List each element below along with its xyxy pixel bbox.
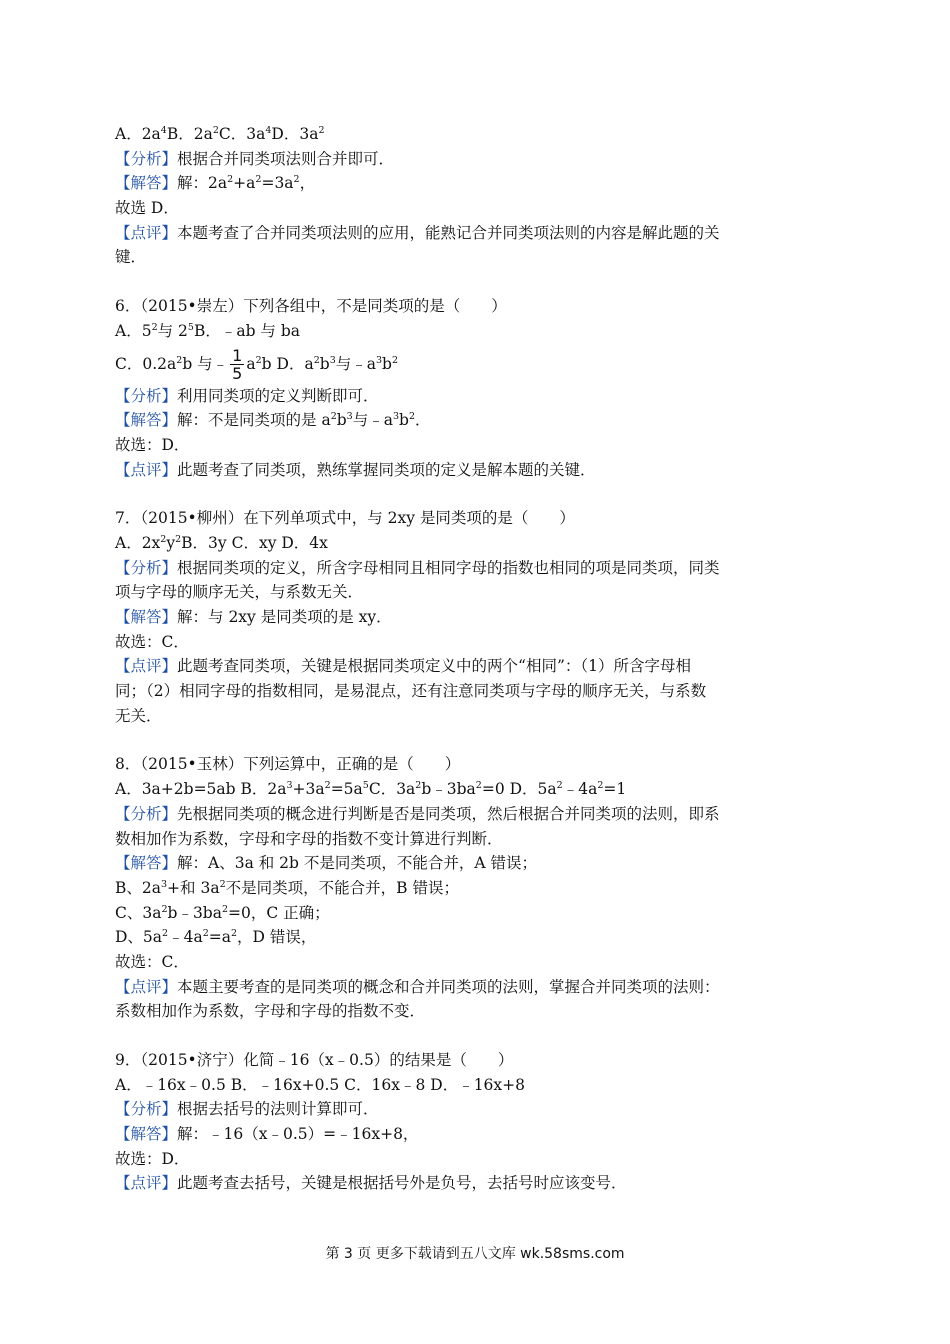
q9-options: A．﹣16x﹣0.5 B．﹣16x+0.5 C．16x﹣8 D．﹣16x+8 xyxy=(115,1075,526,1094)
answer-tag: 【解答】 xyxy=(115,411,178,430)
answer-tag: 【解答】 xyxy=(115,1125,178,1144)
page-footer: 第 3 页 更多下载请到五八文库 wk.58sms.com xyxy=(325,1246,625,1262)
q9-choice: 故选：D． xyxy=(115,1149,190,1168)
q8-comment-cont: 系数相加作为系数，字母和字母的指数不变． xyxy=(115,1002,426,1021)
q8-stem: 8．（2015•玉林）下列运算中，正确的是（ ） xyxy=(115,755,461,774)
comment-tag: 【点评】 xyxy=(115,460,178,479)
answer-tag: 【解答】 xyxy=(115,174,178,193)
comment-tag: 【点评】 xyxy=(115,1174,178,1193)
comment-tag: 【点评】 xyxy=(115,223,178,242)
q5-choice: 故选 D． xyxy=(115,199,179,218)
q6-options-cd: C．$0.2a^2b$ 与﹣ $\frac{1}{5}$ $a^2b$ D．$a^2b^3$与$﹣a^3b^2$ xyxy=(115,346,399,383)
q6-choice: 故选：D． xyxy=(115,435,190,454)
q5-options: A．$2a^4B$．$2a^2C$．$3a^4D$．$3a^2$ xyxy=(115,125,325,143)
q7-analysis-cont: 项与字母的顺序无关，与系数无关． xyxy=(115,583,364,602)
q8-comment: 【点评】本题主要考查的是同类项的概念和合并同类项的法则，掌握合并同类项的法则： xyxy=(115,977,720,996)
comment-tag: 【点评】 xyxy=(115,977,178,996)
q8-analysis-cont: 数相加作为系数，字母和字母的指数不变计算进行判断． xyxy=(115,829,503,848)
q9-comment: 【点评】此题考查去括号，关键是根据括号外是负号，去括号时应该变号． xyxy=(115,1174,627,1193)
analysis-tag: 【分析】 xyxy=(115,149,178,168)
q9-answer: 【解答】解：﹣16（x﹣0.5）=﹣16x+8， xyxy=(115,1125,419,1144)
q7-options: A．$2x^2y^2B$．3y C．xy D．4x xyxy=(115,533,328,552)
answer-tag: 【解答】 xyxy=(115,854,178,873)
q6-stem: 6．（2015•崇左）下列各组中，不是同类项的是（ ） xyxy=(115,297,507,316)
q9-stem: 9．（2015•济宁）化简﹣16（x﹣0.5）的结果是（ ） xyxy=(115,1051,514,1069)
q7-answer: 【解答】解：与 2xy 是同类项的是 xy． xyxy=(115,608,392,626)
q5-answer: 【解答】解：$2a^2+a^2=3a^2$， xyxy=(115,174,316,193)
answer-tag: 【解答】 xyxy=(115,608,178,626)
page-content xyxy=(115,122,835,1196)
q7-comment: 【点评】此题考查同类项，关键是根据同类项定义中的两个“相同”：（1）所含字母相 xyxy=(115,657,691,676)
q8-answer-b: B、$2a^3+$和 $3a^2$不是同类项，不能合并，B 错误； xyxy=(115,878,459,897)
q6-comment: 【点评】此题考查了同类项，熟练掌握同类项的定义是解本题的关键． xyxy=(115,460,596,479)
q8-answer: 【解答】解：A、3a 和 2b 不是同类项，不能合并，A 错误； xyxy=(115,854,537,873)
q8-answer-d: D、$5a^2﹣4a^2=a^2$，D 错误， xyxy=(115,928,317,947)
analysis-tag: 【分析】 xyxy=(115,804,178,823)
q7-comment-cont-1: 同；（2）相同字母的指数相同，是易混点，还有注意同类项与字母的顺序无关，与系数 xyxy=(115,682,707,701)
comment-tag: 【点评】 xyxy=(115,657,178,676)
q9-analysis: 【分析】根据去括号的法则计算即可． xyxy=(115,1100,379,1119)
q5-comment-cont: 键． xyxy=(115,248,147,267)
q7-comment-cont-2: 无关． xyxy=(115,706,162,725)
q6-options-ab: A．$5^2$与 $2^5B$．﹣ab 与 ba xyxy=(115,321,301,340)
q6-analysis: 【分析】利用同类项的定义判断即可． xyxy=(115,386,379,405)
q8-answer-c: C、$3a^2b﹣3ba^2=0$，C 正确； xyxy=(115,903,330,922)
analysis-tag: 【分析】 xyxy=(115,558,178,577)
q8-choice: 故选：C． xyxy=(115,952,189,971)
q7-choice: 故选：C． xyxy=(115,632,189,651)
q7-stem: 7．（2015•柳州）在下列单项式中，与 2xy 是同类项的是（ ） xyxy=(115,509,575,528)
q8-analysis: 【分析】先根据同类项的概念进行判断是否是同类项，然后根据合并同类项的法则，即系 xyxy=(115,804,720,823)
analysis-tag: 【分析】 xyxy=(115,1100,178,1119)
analysis-tag: 【分析】 xyxy=(115,386,178,405)
q8-options: A．3a+2b=5ab B．$2a^3+3a^2=5a^5C$．$3a^2b﹣3ba^2=0$ D．$5a^2﹣4a^2=1$ xyxy=(115,780,627,799)
q7-analysis: 【分析】根据同类项的定义，所含字母相同且相同字母的指数也相同的项是同类项，同类 xyxy=(115,558,720,577)
fraction-one-fifth: $\frac{1}{5}$ xyxy=(232,346,243,383)
q5-analysis: 【分析】根据合并同类项法则合并即可． xyxy=(115,149,395,168)
q6-answer: 【解答】解：不是同类项的是 $a^2b^3$与$﹣a^3b^2$． xyxy=(115,411,431,430)
q5-comment: 【点评】本题考查了合并同类项法则的应用，能熟记合并同类项法则的内容是解此题的关 xyxy=(115,223,720,242)
